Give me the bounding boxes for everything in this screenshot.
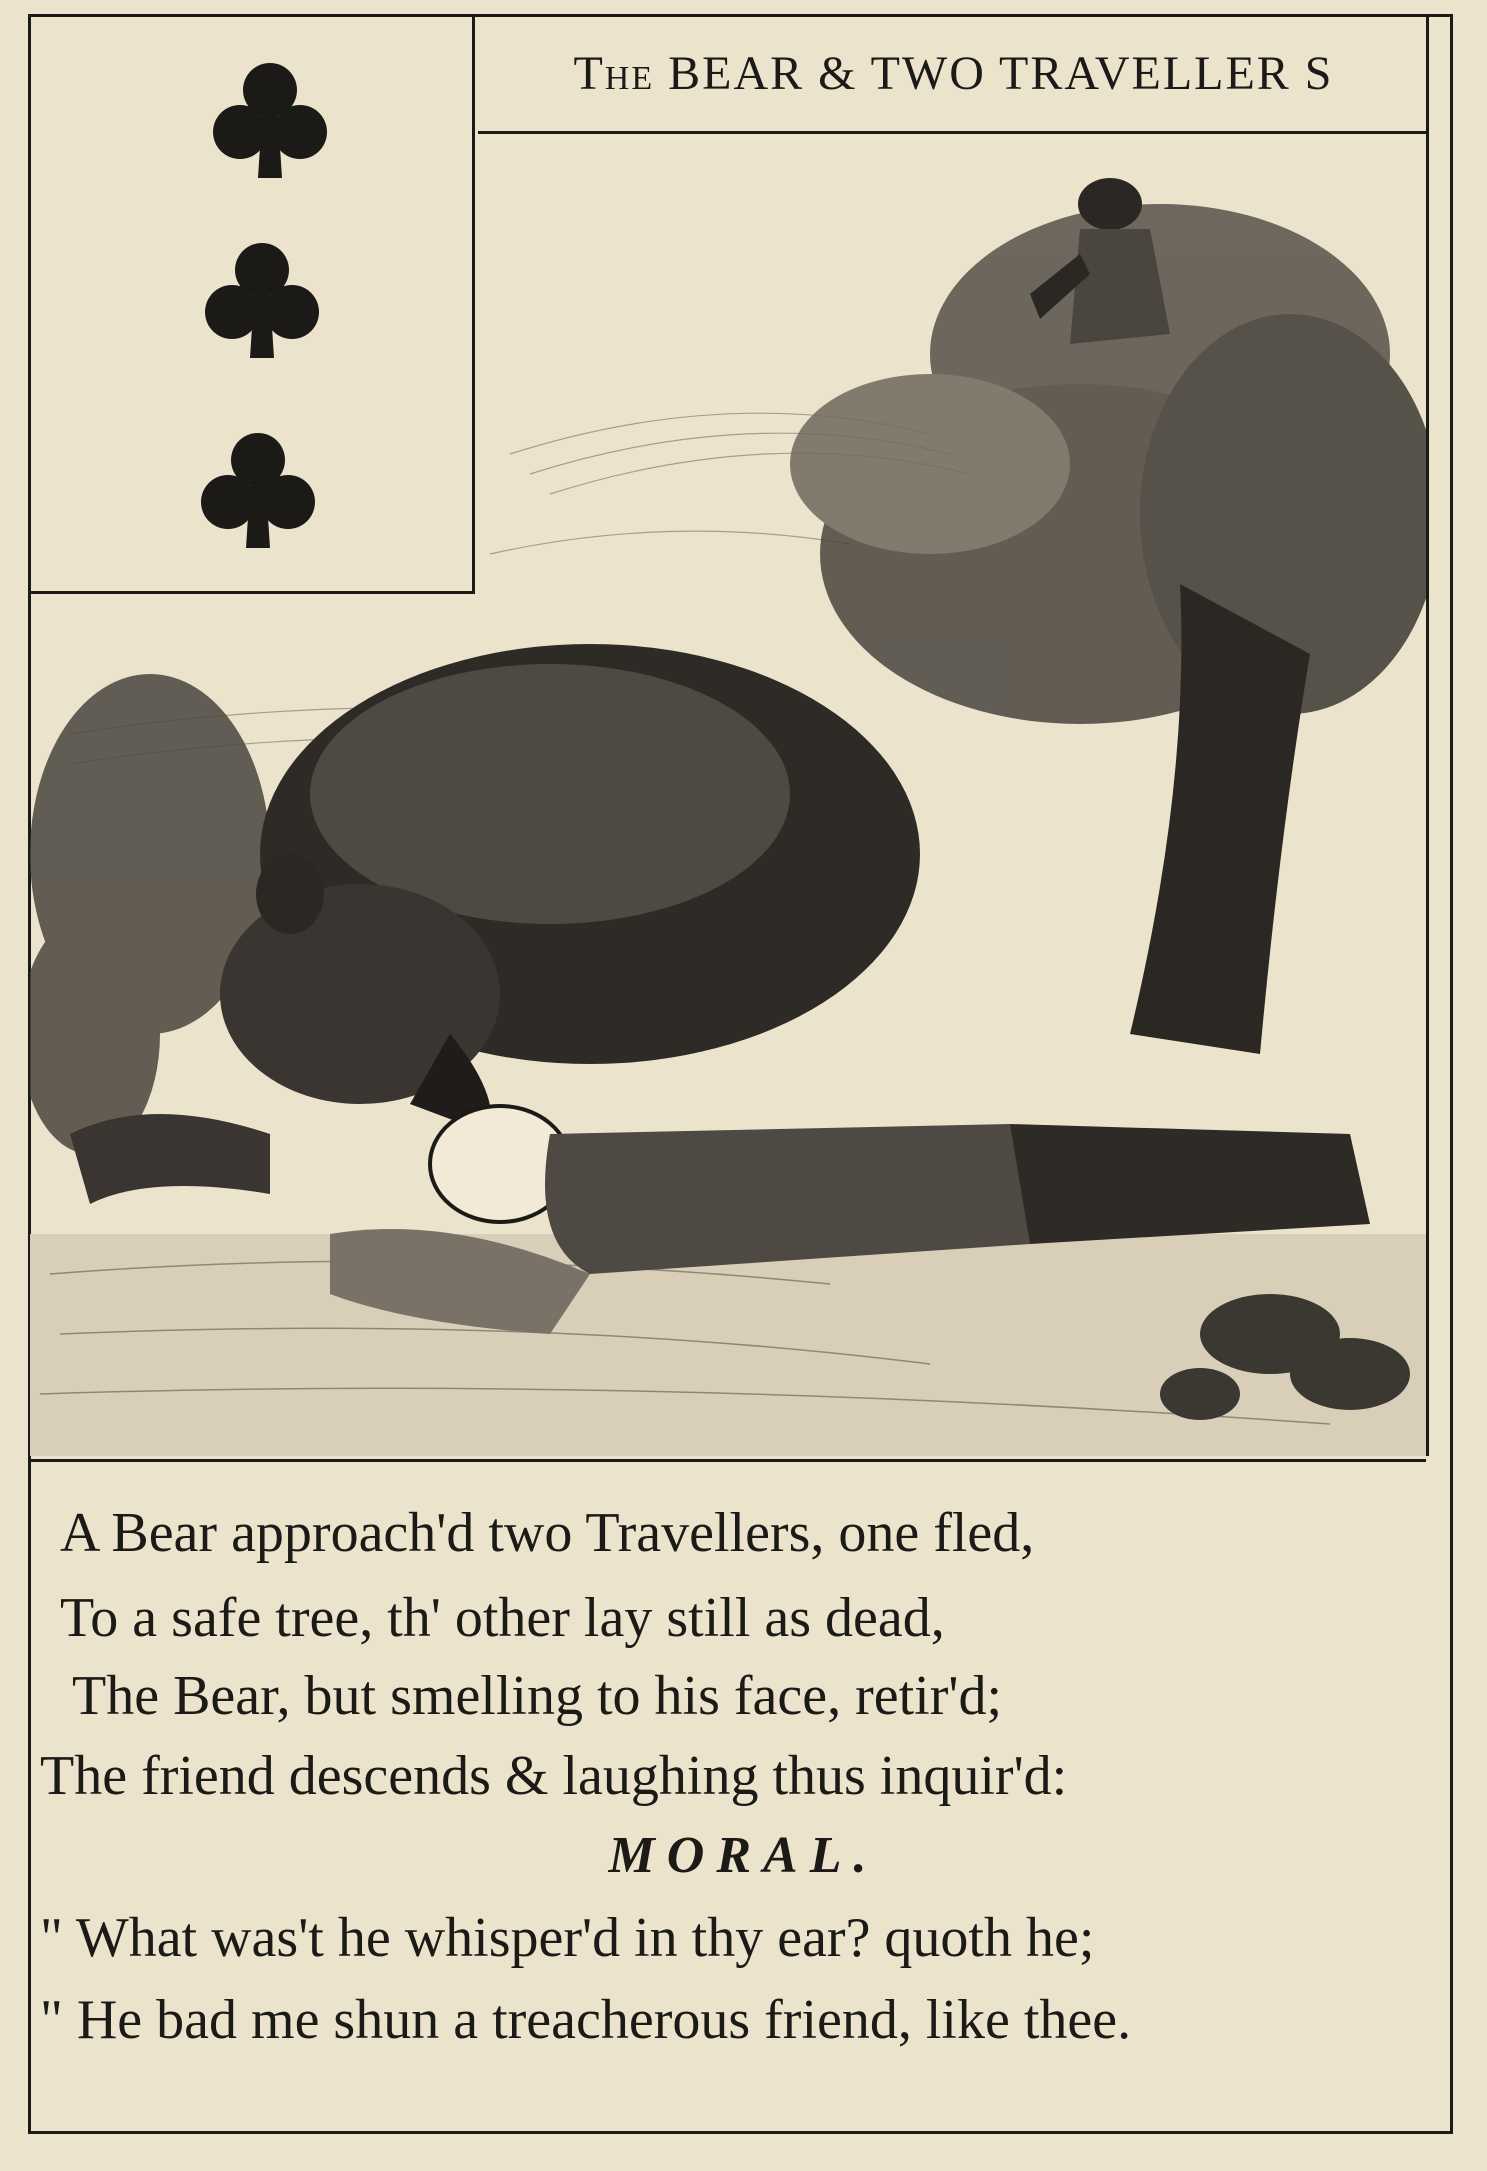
title-bar xyxy=(478,16,1429,134)
inner-border-line xyxy=(1426,14,1429,1456)
verse-line-4: The friend descends & laughing thus inquir'd: xyxy=(40,1745,1068,1807)
engraving-illustration xyxy=(30,134,1426,1456)
verse-line-1: A Bear approach'd two Travellers, one fled, xyxy=(60,1502,1035,1564)
moral-line-1: " What was't he whisper'd in thy ear? quoth he; xyxy=(40,1907,1095,1969)
verse-line-3: The Bear, but smelling to his face, retir'd; xyxy=(72,1665,1003,1727)
card-title: The BEAR & TWO TRAVELLER S xyxy=(573,47,1334,100)
verse-line-2: To a safe tree, th' other lay still as dead, xyxy=(60,1587,945,1649)
bear-scene-illustration xyxy=(30,134,1426,1456)
moral-heading: MORAL. xyxy=(608,1827,879,1884)
moral-line-2: " He bad me shun a treacherous friend, like thee. xyxy=(40,1989,1132,2051)
